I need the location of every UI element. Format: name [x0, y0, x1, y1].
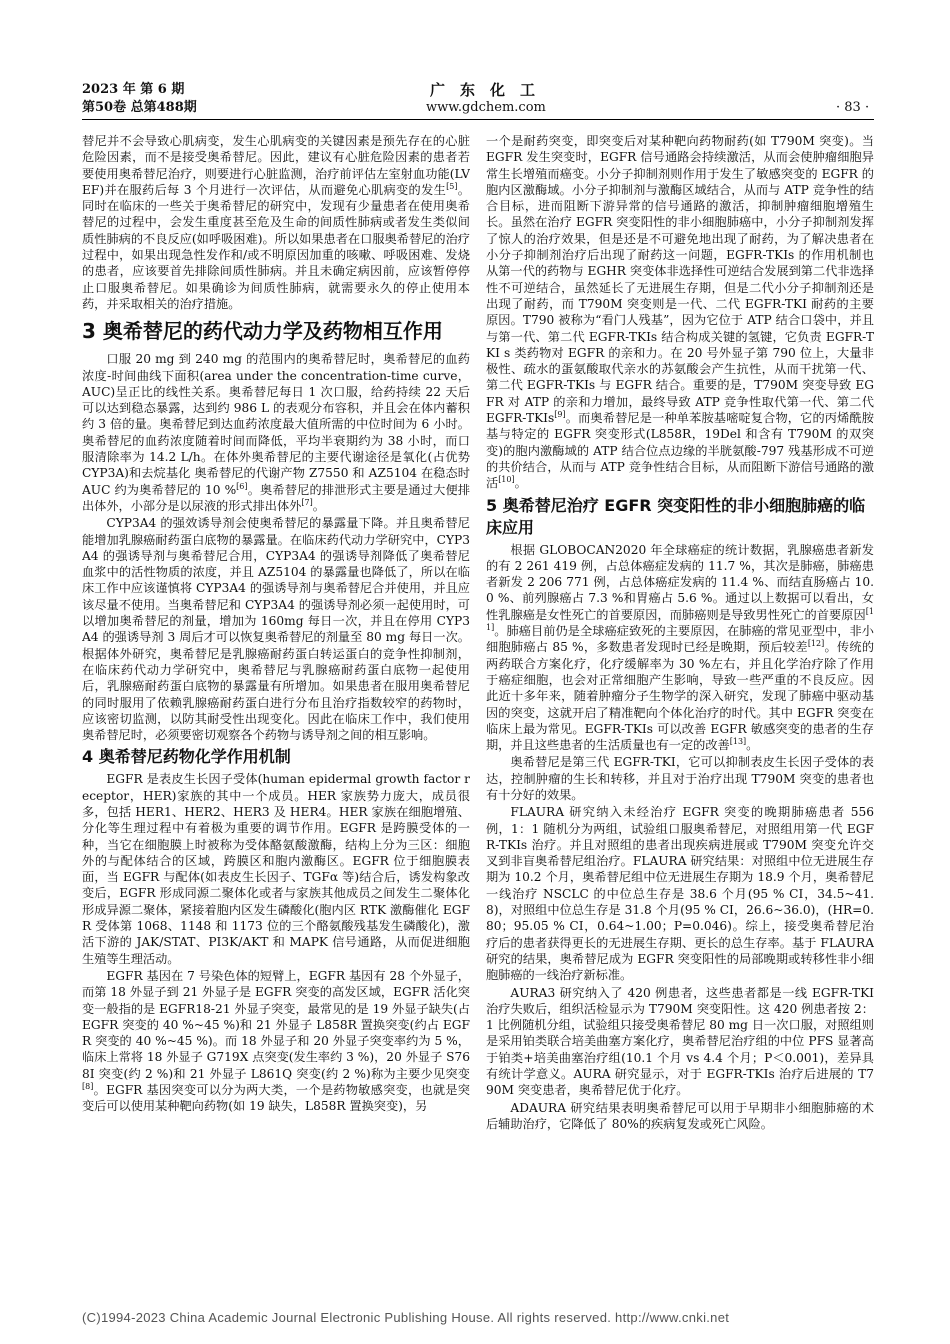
- header-website: www.gdchem.com: [426, 100, 546, 115]
- paragraph: 一个是耐药突变，即突变后对某种靶向药物耐药(如 T790M 突变)。当 EGFR 发生突变时，EGFR 信号通路会持续激活，从而会使肿瘤细胞异常生长增殖而癌变。小分子抑制剂则作用于发生了敏感突变的 EGFR 的胞内区激酶域。小分子抑制剂与激酶区域结合，从而与 ATP 竞争性的结合目标，进而阻断下游异常的信号通路的激活，抑制肿瘤细胞增殖生长。虽然在治疗 EGFR 突变阳性的非小细胞肺癌中，小分子抑制剂发挥了惊人的治疗效果，但是还是不可避免地出现了耐药，为了解决患者在小分子抑制剂治疗后出现了耐药这一问题，EGFR-TKIs 的作用机制也从第一代的药物与 EGHR 突变体非选择性可逆结合发展到第二代非选择性不可逆结合，虽然延长了无进展生存期，但是二代小分子抑制剂还是出现了耐药，而 T790M 突变则是一代、二代 EGFR-TKI 耐药的主要原因。T790 被称为“看门人残基”，因为它位于 ATP 结合口袋中，并且与第一代、第二代 EGFR-TKIs 结合构成关键的氢键，它负责 EGFR-TKI s 类药物对 EGFR 的亲和力。在 20 号外显子第 790 位上，大量非极性、疏水的蛋氨酸取代亲水的苏氨酸会产生抗性，从而干扰第一代、第二代 EGFR-TKIs 与 EGFR 结合。重要的是，T790M 突变导致 EGFR 对 ATP 的亲和力增加，最终导致 ATP 竞争性取代第一代、第二代 EGFR-TKIs[9]。而奥希替尼是一种单苯胺基嘧啶复合物，它的丙烯酰胺基与特定的 EGFR 突变形式(L858R，19Del 和含有 T790M 的双突变)的胞内激酶域的 ATP 结合位点边缘的半胱氨酸-797 残基形成不可逆的共价结合，从而与 ATP 竞争性结合目标，从而阻断下游信号通路的激活[10]。: [486, 134, 874, 491]
- citation: [9]: [554, 409, 566, 419]
- citation: [10]: [498, 475, 515, 485]
- citation: [11]: [486, 606, 874, 632]
- paragraph: FLAURA 研究纳入未经治疗 EGFR 突变的晚期肺癌患者 556 例，1：1 随机分为两组，试验组口服奥希替尼，对照组用第一代 EGFR-TKIs 治疗。并且对照组的患者出现疾病进展或 T790M 突变允许交叉到非盲奥希替尼组治疗。FLAURA 研究结果：对照组中位无进展生存期为 10.2 个月，奥希替尼组中位无进展生存期为 18.9 个月，奥希替尼一线治疗 NSCLC 的中位总生存是 38.6 个月(95 % CI，34.5~41.8)，对照组中位总生存是 31.8 个月(95 % CI，26.6~36.0)，(HR=0.80；95.05 % CI，0.64~1.00；P=0.046)。综上，接受奥希替尼治疗后的患者获得更长的无进展生存期、更长的总生存率。基于 FLAURA 研究的结果，奥希替尼成为 EGFR 突变阳性的局部晚期或转移性非小细胞肺癌的一线治疗新标准。: [486, 805, 874, 983]
- left-column: [82, 133, 470, 1293]
- citation: [12]: [807, 639, 825, 649]
- paragraph: CYP3A4 的强效诱导剂会使奥希替尼的暴露量下降。并且奥希替尼能增加乳腺癌耐药蛋白底物的暴露量。在临床药代动力学研究中，CYP3A4 的强诱导剂与奥希替尼合用，CYP3A4 的强诱导剂降低了奥希替尼血浆中的活性物质的浓度，并且 AZ5104 的暴露量也降低了，所以在临床工作中应该谨慎将 CYP3A4 的强诱导剂与奥希替尼合并使用，并且应该尽量不使用。当奥希替尼和 CYP3A4 的强诱导剂必须一起使用时，可以增加奥希替尼的剂量，增加为 160mg 每日一次，并且在停用 CYP3A4 的强诱导剂 3 周后才可以恢复奥希替尼的剂量至 80 mg 每日一次。根据体外研究，奥希替尼是乳腺癌耐药蛋白转运蛋白的竞争性抑制剂，在临床药代动力学研究中，奥希替尼与乳腺癌耐药蛋白底物一起使用后，乳腺癌耐药蛋白底物的暴露量有所增加。如果患者在服用奥希替尼的同时服用了依赖乳腺癌耐药蛋白进行分布且治疗指数较窄的药物时，应该密切监测，以防其耐受性出现变化。因此在临床工作中，我们使用奥希替尼时，必须要密切观察各个药物与诱导剂之间的相互影响。: [82, 516, 470, 743]
- paragraph: EGFR 是表皮生长因子受体(human epidermal growth factor receptor，HER)家族的其中一个成员。HER 家族势力庞大，成员很多，包括 HER1、HER2、HER3 及 HER4。HER 家族在细胞增殖、分化等生理过程中有着极为重要的调节作用。EGFR 是跨膜受体的一种，当它在细胞膜上时被称为受体酪氨酸激酶，结构上分为三区：细胞外的与配体结合的区域，跨膜区和胞内激酶区。EGFR 位于细胞膜表面，当 EGFR 与配体(如表皮生长因子、TGFα 等)结合后，诱发构象改变后，EGFR 形成同源二聚体化或者与家族其他成员之间发生二聚体化形成异源二聚体，紧接着胞内区发生磷酸化(胞内区 RTK 激酶催化 EGFR 受体第 1068、1148 和 1173 位的三个酪氨酸残基发生磷酸化)，激活下游的 JAK/STAT、PI3K/AKT 和 MAPK 信号通路，从而促进细胞生殖等生理活动。: [82, 772, 470, 966]
- paragraph: 奥希替尼是第三代 EGFR-TKI，它可以抑制表皮生长因子受体的表达，控制肿瘤的生长和转移，并且对于治疗出现 T790M 突变的患者也有十分好的效果。: [486, 755, 874, 802]
- citation: [6]: [236, 481, 248, 491]
- header-journal-name: 广 东 化 工: [430, 81, 536, 99]
- header-rule: [82, 119, 874, 120]
- section-heading-3: 3 奥希替尼的药代动力学及药物相互作用: [82, 319, 443, 344]
- header-volume: 第50卷 总第488期: [82, 100, 197, 115]
- header-page-number: · 83 ·: [836, 100, 870, 115]
- citation: [5]: [446, 181, 458, 191]
- paragraph: 替尼并不会导致心肌病变，发生心肌病变的关键因素是预先存在的心脏危险因素，而不是接受奥希替尼。因此，建议有心脏危险因素的患者若要使用奥希替尼治疗，则要进行心脏监测，治疗前评估左室射血功能(LVEF)并在服药后每 3 个月进行一次评估，从而避免心肌病变的发生[5]。同时在临床的一些关于奥希替尼的研究中，发现有少量患者在使用奥希替尼的过程中，会发生重度甚至危及生命的间质性肺病或者发生类似间质性肺病的不良反应(如呼吸困难)。所以如果患者在口服奥希替尼的治疗过程中，如果出现急性发作和/或不明原因加重的咳嗽、呼吸困难、发烧的患者，应该要首先排除间质性肺病。并且未确定病因前，应该暂停停止口服奥希替尼。如果确诊为间质性肺病，就需要永久的停止使用本药，并采取相关的治疗措施。: [82, 134, 470, 311]
- paragraph: EGFR 基因在 7 号染色体的短臂上，EGFR 基因有 28 个外显子，而第 18 外显子到 21 外显子是 EGFR 突变的高发区域，EGFR 活化突变一般指的是 EGFR18-21 外显子突变，最常见的是 19 外显子缺失(占 EGFR 突变的 40 %~45 %)和 21 外显子 L858R 置换突变(约占 EGFR 突变的 40 %~45 %)。而 18 外显子和 20 外显子突变率约为 5 %，临床上常将 18 外显子 G719X 点突变(发生率约 3 %)，20 外显子 S768I 突变(约 2 %)和 21 外显子 L861Q 突变(约 2 %)称为主要少见突变[8]。EGFR 基因突变可以分为两大类，一个是药物敏感突变，也就是突变后可以使用某种靶向药物(如 19 缺失，L858R 置换突变)，另: [82, 968, 470, 1114]
- copyright-footer: (C)1994-2023 China Academic Journal Electronic Publishing House. All rights reserved. http://www.cnki.net: [82, 1310, 730, 1325]
- paragraph: ADAURA 研究结果表明奥希替尼可以用于早期非小细胞肺癌的术后辅助治疗，它降低了 80%的疾病复发或死亡风险。: [486, 1100, 874, 1131]
- section-heading-5: 5 奥希替尼治疗 EGFR 突变阳性的非小细胞肺癌的临床应用: [486, 495, 866, 537]
- right-column: [486, 133, 874, 1293]
- citation: [7]: [301, 497, 313, 507]
- paragraph: 口服 20 mg 到 240 mg 的范围内的奥希替尼时，奥希替尼的血药浓度-时间曲线下面积(area under the concentration-time curve，AUC)呈正比的线性关系。奥希替尼每日 1 次口服，给药持续 22 天后可以达到稳态暴露，达到约 986 L 的表观分布容积，并且会在体内蓄积约 3 倍的量。奥希替尼到达血药浓度最大值所需的中位时间为 6 小时。奥希替尼的血药浓度随着时间而降低，平均半衰期约为 38 小时，而口服清除率为 14.2 L/h。在体外奥希替尼的主要代谢途径是氧化(占优势 CYP3A)和去烷基化 奥希替尼的代谢产物 Z7550 和 AZ5104 在稳态时 AUC 约为奥希替尼的 10 %[6]。奥希替尼的排泄形式主要是通过大便排出体外，小部分是以尿液的形式排出体外[7]。: [82, 352, 470, 513]
- paragraph: AURA3 研究纳入了 420 例患者，这些患者都是一线 EGFR-TKI 治疗失败后，组织活检显示为 T790M 突变阳性。这 420 例患者按 2：1 比例随机分组，试验组只接受奥希替尼 80 mg 日一次口服，对照组则是采用铂类联合培美曲塞方案化疗，奥希替尼治疗组的中位 PFS 显著高于铂类+培美曲塞治疗组(10.1 个月 vs 4.4 个月；P＜0.001)，差异具有统计学意义。AURA 研究显示，对于 EGFR-TKIs 治疗后进展的 T790M 突变患者，奥希替尼优于化疗。: [486, 985, 874, 1098]
- citation: [13]: [729, 737, 747, 747]
- section-heading-4: 4 奥希替尼药物化学作用机制: [82, 747, 291, 767]
- citation: [8]: [82, 1081, 94, 1091]
- header-year-issue: 2023 年 第 6 期: [82, 82, 185, 97]
- paragraph: 根据 GLOBOCAN2020 年全球癌症的统计数据，乳腺癌患者新发的有 2 261 419 例，占总体癌症发病的 11.7 %，其次是肺癌，肺癌患者新发 2 206 771 例，占总体癌症发病的 11.4 %、而结直肠癌占 10.0 %、前列腺癌占 7.3 %和胃癌占 5.6 %。通过以上数据可以看出，女性乳腺癌是女性死亡的首要原因，而肺癌则是导致男性死亡的首要原因[11]。肺癌目前仍是全球癌症致死的主要原因，在肺癌的常见亚型中，非小细胞肺癌占 85 %，多数患者发现时已经是晚期，预后较差[12]。传统的两药联合方案化疗，化疗缓解率为 30 %左右，并且化学治疗除了作用于癌症细胞，也会对正常细胞产生影响，导致一些严重的不良反应。因此近十多年来，随着肿瘤分子生物学的深入研究，发现了肺癌中驱动基因的突变，这就开启了精准靶向个体化治疗的时代。其中 EGFR 突变在临床上最为常见。EGFR-TKIs 可以改善 EGFR 敏感突变的患者的生存期，并且这些患者的生活质量也有一定的改善[13]。: [486, 542, 874, 753]
